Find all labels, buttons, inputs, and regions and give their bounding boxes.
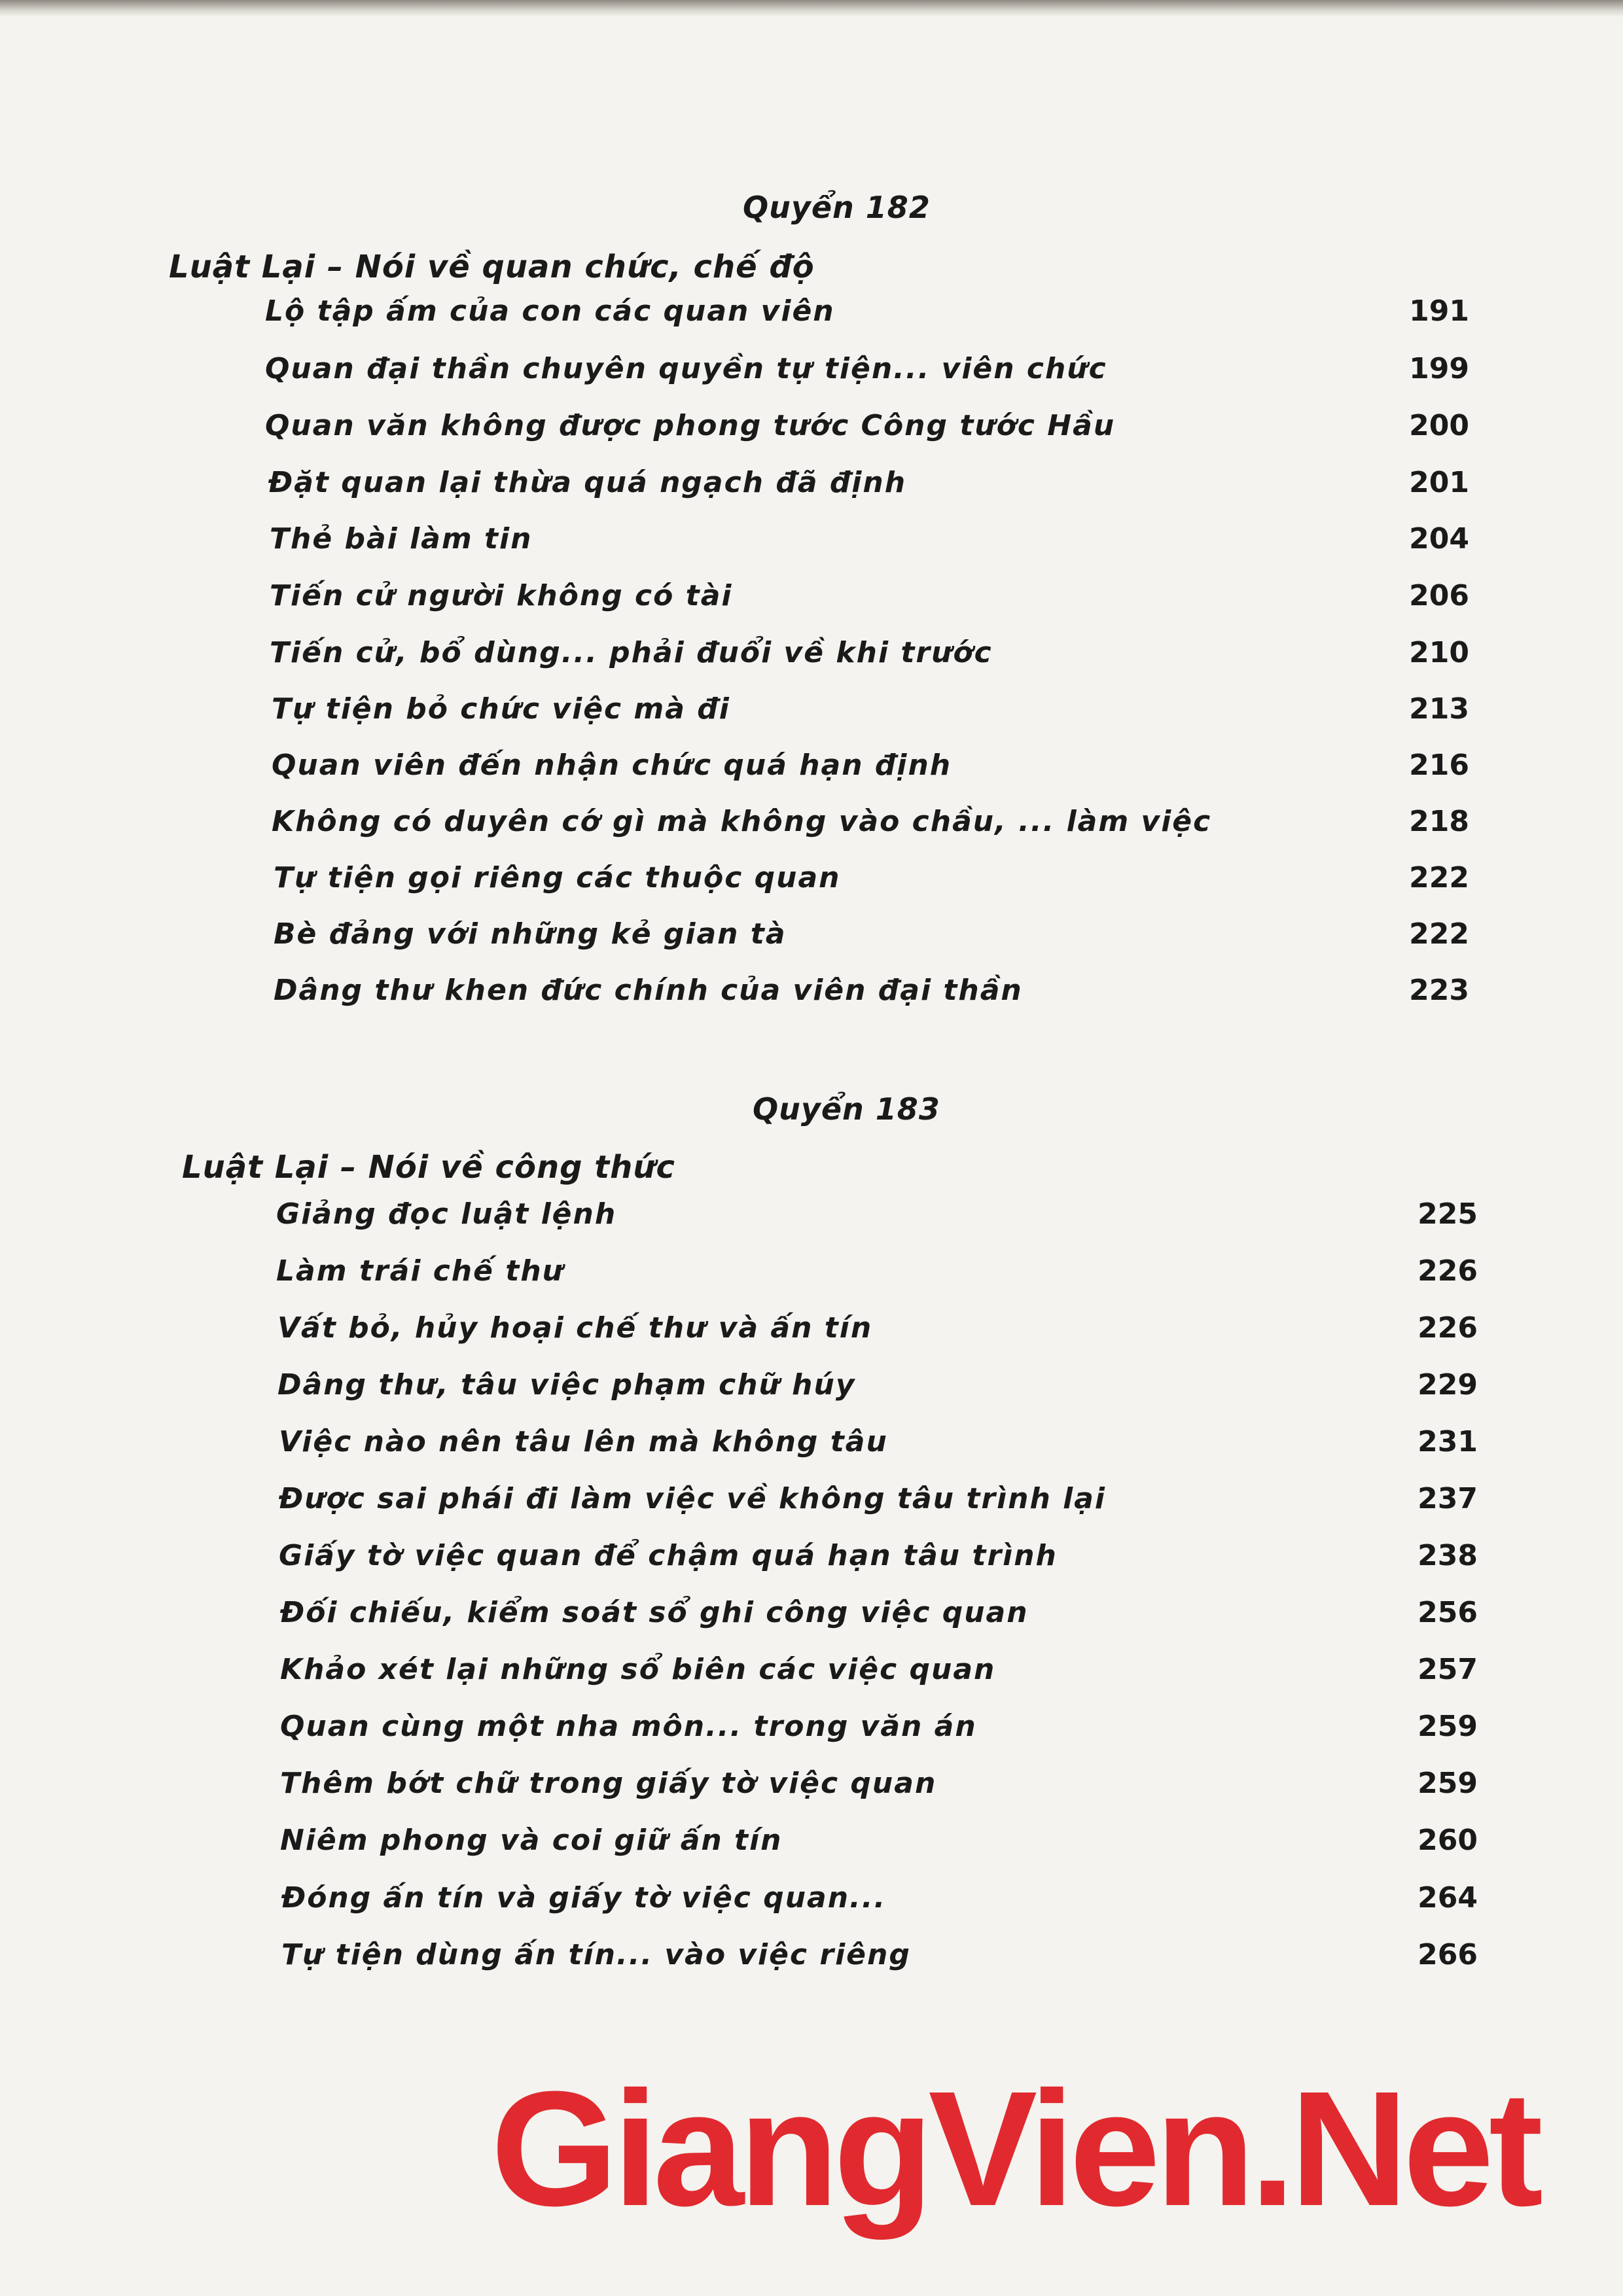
toc-entry[interactable] xyxy=(0,1767,1623,1819)
toc-entry-page: 226 xyxy=(1418,1311,1478,1345)
toc-entry[interactable] xyxy=(0,1311,1623,1364)
toc-entry-page: 231 xyxy=(1418,1425,1478,1458)
volume-heading-182: Quyển 182 xyxy=(743,190,931,225)
toc-entry-title: Quan đại thần chuyên quyền tự tiện... viên chức xyxy=(265,352,1107,385)
toc-entry-page: 199 xyxy=(1409,352,1469,385)
section-heading-cong-thuc: Luật Lại – Nói về công thức xyxy=(182,1149,675,1186)
toc-entry-title: Bè đảng với những kẻ gian tà xyxy=(274,917,787,951)
toc-entry-title: Đóng ấn tín và giấy tờ việc quan... xyxy=(281,1881,887,1915)
toc-entry[interactable] xyxy=(0,1824,1623,1876)
toc-entry-title: Tự tiện dùng ấn tín... vào việc riêng xyxy=(281,1938,911,1971)
toc-entry-page: 256 xyxy=(1418,1596,1478,1629)
toc-entry[interactable] xyxy=(0,409,1623,461)
toc-entry[interactable] xyxy=(0,636,1623,688)
toc-entry-title: Không có duyên cớ gì mà không vào chầu, ... làm việc xyxy=(272,805,1212,838)
toc-entry-title: Thêm bớt chữ trong giấy tờ việc quan xyxy=(280,1767,937,1800)
watermark-logo: GiangVien.Net xyxy=(491,2057,1539,2240)
toc-entry[interactable] xyxy=(0,1482,1623,1534)
toc-entry-title: Lộ tập ấm của con các quan viên xyxy=(265,294,835,328)
volume-heading-183: Quyển 183 xyxy=(753,1091,940,1127)
toc-entry[interactable] xyxy=(0,1881,1623,1934)
toc-entry-title: Làm trái chế thư xyxy=(276,1254,564,1288)
toc-entry-page: 204 xyxy=(1409,522,1469,556)
toc-entry-page: 226 xyxy=(1418,1254,1478,1288)
toc-entry-title: Dâng thư khen đức chính của viên đại thần xyxy=(274,974,1023,1007)
toc-entry-title: Quan viên đến nhận chức quá hạn định xyxy=(272,749,952,782)
toc-entry[interactable] xyxy=(0,917,1623,970)
toc-entry[interactable] xyxy=(0,1710,1623,1762)
toc-entry-title: Được sai phái đi làm việc về không tâu trình lại xyxy=(279,1482,1106,1515)
toc-entry-title: Giảng đọc luật lệnh xyxy=(276,1197,617,1231)
toc-entry[interactable] xyxy=(0,692,1623,745)
toc-entry-page: 213 xyxy=(1409,692,1469,726)
toc-entry-title: Niêm phong và coi giữ ấn tín xyxy=(280,1824,783,1857)
toc-entry-page: 260 xyxy=(1418,1824,1478,1857)
toc-entry-title: Khảo xét lại những sổ biên các việc quan xyxy=(280,1653,996,1686)
toc-entry-title: Quan cùng một nha môn... trong văn án xyxy=(280,1710,977,1743)
toc-entry[interactable] xyxy=(0,1254,1623,1307)
toc-entry[interactable] xyxy=(0,466,1623,518)
toc-entry-title: Tiến cử người không có tài xyxy=(270,579,733,612)
toc-entry-title: Vất bỏ, hủy hoại chế thư và ấn tín xyxy=(277,1311,873,1345)
toc-entry-page: 266 xyxy=(1418,1938,1478,1971)
toc-entry[interactable] xyxy=(0,1539,1623,1591)
toc-entry-title: Tiến cử, bổ dùng... phải đuổi về khi trước xyxy=(270,636,993,669)
toc-entry[interactable] xyxy=(0,522,1623,574)
toc-entry[interactable] xyxy=(0,974,1623,1026)
toc-entry-page: 237 xyxy=(1418,1482,1478,1515)
toc-entry[interactable] xyxy=(0,1368,1623,1421)
toc-entry[interactable] xyxy=(0,1653,1623,1705)
toc-entry[interactable] xyxy=(0,1596,1623,1648)
toc-entry[interactable] xyxy=(0,861,1623,913)
toc-entry[interactable] xyxy=(0,1197,1623,1250)
toc-entry-title: Tự tiện bỏ chức việc mà đi xyxy=(272,692,730,726)
toc-entry-page: 216 xyxy=(1409,749,1469,782)
toc-entry-page: 206 xyxy=(1409,579,1469,612)
toc-entry-page: 259 xyxy=(1418,1767,1478,1800)
toc-entry-title: Giấy tờ việc quan để chậm quá hạn tâu trình xyxy=(279,1539,1058,1572)
toc-entry-title: Quan văn không được phong tước Công tước Hầu xyxy=(265,409,1116,442)
toc-entry-page: 210 xyxy=(1409,636,1469,669)
toc-entry-page: 191 xyxy=(1409,294,1469,328)
toc-entry-page: 222 xyxy=(1409,861,1469,894)
toc-entry-page: 257 xyxy=(1418,1653,1478,1686)
toc-entry-page: 222 xyxy=(1409,917,1469,951)
toc-entry-page: 229 xyxy=(1418,1368,1478,1402)
toc-entry-title: Đặt quan lại thừa quá ngạch đã định xyxy=(268,466,907,499)
toc-entry-title: Đối chiếu, kiểm soát sổ ghi công việc quan xyxy=(280,1596,1029,1629)
toc-entry-page: 225 xyxy=(1418,1197,1478,1231)
toc-entry-page: 200 xyxy=(1409,409,1469,442)
toc-entry-page: 238 xyxy=(1418,1539,1478,1572)
toc-entry-title: Việc nào nên tâu lên mà không tâu xyxy=(279,1425,888,1458)
toc-entry-page: 264 xyxy=(1418,1881,1478,1915)
toc-entry[interactable] xyxy=(0,352,1623,404)
toc-entry-title: Thẻ bài làm tin xyxy=(270,522,533,556)
toc-entry-title: Dâng thư, tâu việc phạm chữ húy xyxy=(277,1368,856,1402)
toc-entry[interactable] xyxy=(0,579,1623,631)
toc-entry-title: Tự tiện gọi riêng các thuộc quan xyxy=(274,861,841,894)
toc-entry-page: 259 xyxy=(1418,1710,1478,1743)
toc-entry[interactable] xyxy=(0,749,1623,801)
section-heading-quan-chuc: Luật Lại – Nói về quan chức, chế độ xyxy=(169,249,815,285)
toc-entry[interactable] xyxy=(0,1938,1623,1990)
toc-entry[interactable] xyxy=(0,1425,1623,1477)
toc-entry-page: 223 xyxy=(1409,974,1469,1007)
toc-entry-page: 218 xyxy=(1409,805,1469,838)
toc-entry[interactable] xyxy=(0,294,1623,347)
toc-entry[interactable] xyxy=(0,805,1623,857)
toc-entry-page: 201 xyxy=(1409,466,1469,499)
